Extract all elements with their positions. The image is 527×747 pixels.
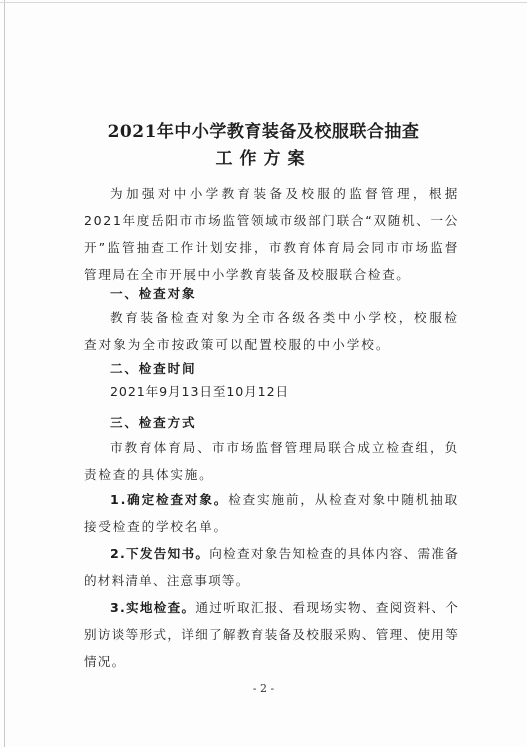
- step-text-1: 检查实施前，从检查对象中随机抽取接受检查的学校名单。: [84, 492, 459, 534]
- section-heading-method: 三、检查方式: [110, 415, 197, 430]
- step-text-3: 通过听取汇报、看现场实物、查阅资料、个别访谈等形式，详细了解教育装备及校服采购、管理、使用等情况。: [84, 600, 459, 669]
- step-paragraph-1: [84, 486, 459, 540]
- step-text-2: 向检查对象告知检查的具体内容、需准备的材料清单、注意事项等。: [84, 546, 459, 588]
- page-number: - 2 -: [252, 682, 275, 695]
- section-heading-targets: 一、检查对象: [110, 286, 197, 301]
- step-lead-2: 2.下发告知书。: [110, 546, 210, 561]
- section-body-time: 2021年9月13日至10月12日: [110, 384, 290, 399]
- document-title-line-2: 工作方案: [215, 149, 312, 169]
- section-body-method: 市教育体育局、市市场监督管理局联合成立检查组，负责检查的具体实施。: [84, 440, 459, 482]
- document-title-line-1: 2021年中小学教育装备及校服联合抽查: [107, 122, 420, 142]
- scan-edge-left: [4, 0, 5, 747]
- section-body-targets: 教育装备检查对象为全市各级各类中小学校，校服检查对象为全市按政策可以配置校服的中小学校。: [84, 310, 459, 352]
- step-lead-3: 3.实地检查。: [110, 600, 196, 615]
- step-paragraph-2: [84, 540, 459, 594]
- section-heading-time: 二、检查时间: [110, 361, 197, 376]
- scan-edge-top: [0, 2, 527, 3]
- intro-paragraph: 为加强对中小学教育装备及校服的监督管理，根据2021年度岳阳市市场监管领域市级部门联合“双随机、一公开”监管抽查工作计划安排，市教育体育局会同市市场监督管理局在全市开展中小学教育装备及校服联合检查。: [84, 186, 459, 282]
- step-paragraph-3: [84, 594, 459, 675]
- step-lead-1: 1.确定检查对象。: [110, 492, 229, 507]
